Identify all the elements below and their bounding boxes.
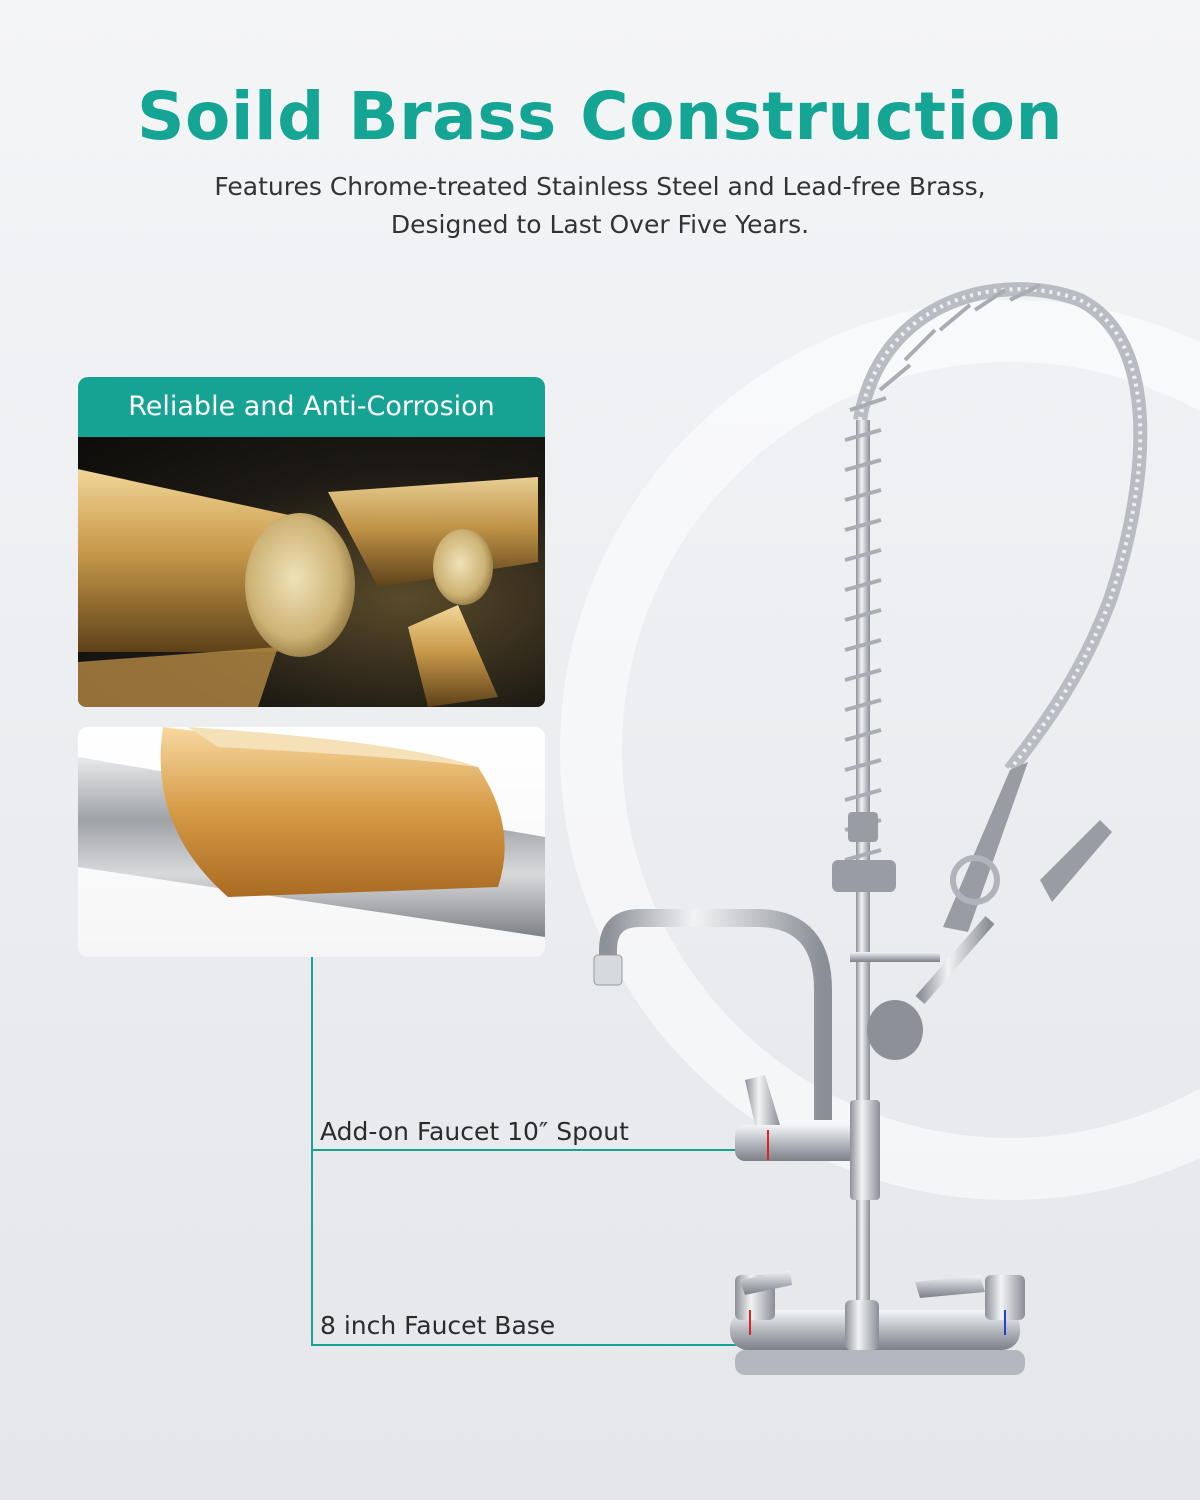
feature-label: Reliable and Anti-Corrosion (78, 377, 545, 437)
subtitle-line-2: Designed to Last Over Five Years. (390, 210, 810, 239)
spout-callout-label: Add-on Faucet 10″ Spout (320, 1117, 629, 1146)
cold-handle (915, 1275, 985, 1298)
spray-hose (860, 289, 1140, 770)
spray-trigger (1040, 820, 1112, 902)
spray-nozzle (867, 1000, 923, 1060)
base-callout-label: 8 inch Faucet Base (320, 1311, 556, 1340)
page-title: Soild Brass Construction (136, 78, 1064, 155)
add-on-spout (608, 918, 823, 1120)
spout-handle (745, 1075, 780, 1125)
subtitle-line-1: Features Chrome-treated Stainless Steel and Lead-free Brass, (214, 172, 986, 201)
spray-valve-grip (943, 762, 1028, 932)
